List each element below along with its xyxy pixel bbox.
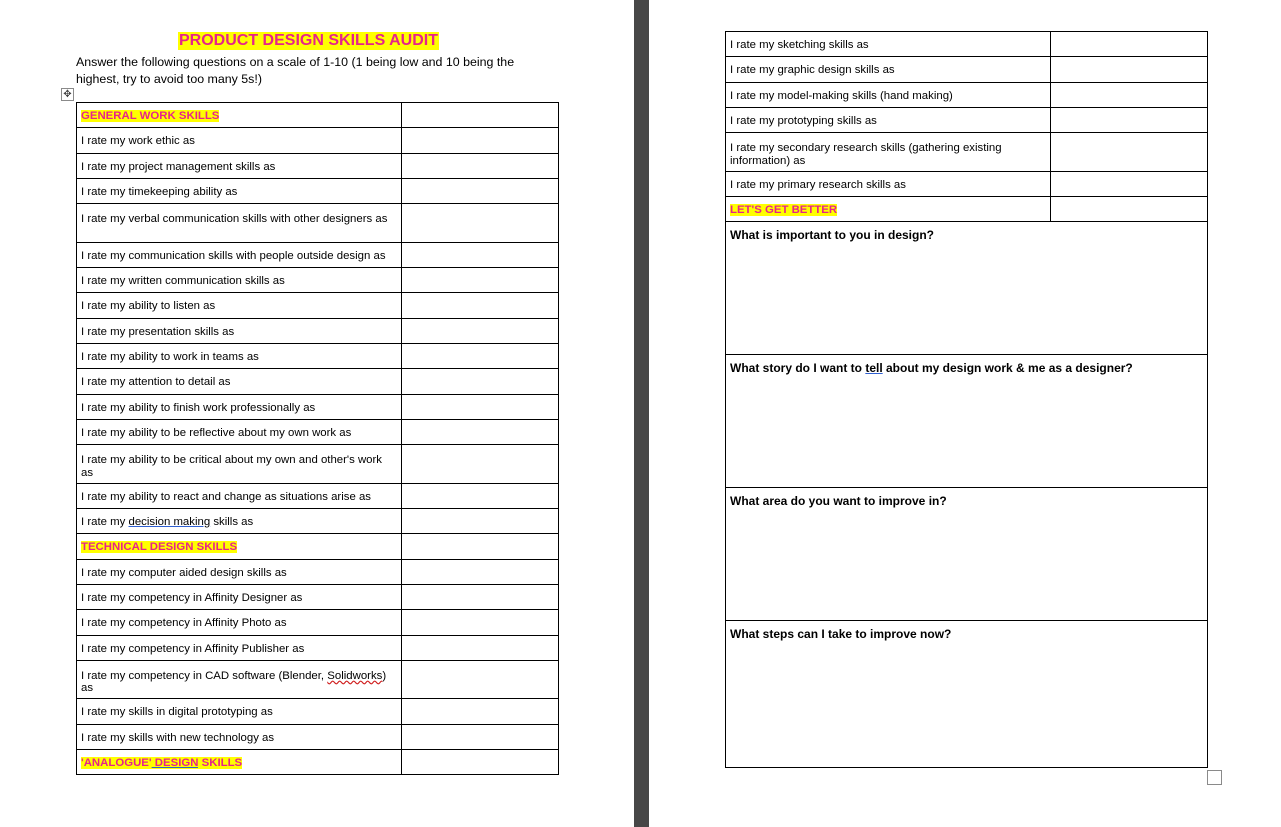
question-cell: I rate my ability to work in teams as: [77, 343, 402, 368]
question-text-prefix: I rate my: [81, 516, 129, 529]
score-cell[interactable]: [402, 394, 559, 419]
score-cell[interactable]: [402, 242, 559, 267]
question-text-underlined: Solidworks: [327, 669, 383, 682]
reflection-question-prefix: What area do you want to improve in?: [730, 494, 947, 509]
score-cell[interactable]: [402, 178, 559, 203]
score-cell[interactable]: [402, 724, 559, 749]
score-cell[interactable]: [402, 268, 559, 293]
score-cell[interactable]: [402, 584, 559, 609]
question-cell: I rate my competency in Affinity Publisher as: [77, 635, 402, 660]
reflection-question-suffix: about my design work & me as a designer?: [882, 361, 1133, 376]
section-heading-general: GENERAL WORK SKILLS: [81, 110, 220, 122]
question-cell: I rate my communication skills with people outside design as: [77, 242, 402, 267]
section-heading-cell: [77, 750, 402, 775]
reflection-question-prefix: What steps can I take to improve now?: [730, 627, 952, 642]
reflection-answer-box[interactable]: [726, 488, 1208, 621]
section-heading-cell: [77, 534, 402, 559]
question-cell: I rate my project management skills as: [77, 153, 402, 178]
question-cell: I rate my presentation skills as: [77, 318, 402, 343]
question-cell: [77, 509, 402, 534]
question-cell: I rate my ability to listen as: [77, 293, 402, 318]
question-cell: I rate my primary research skills as: [726, 171, 1051, 196]
table-resize-handle-icon[interactable]: [1207, 770, 1222, 785]
question-text-suffix: skills as: [210, 516, 254, 529]
question-cell: I rate my ability to be critical about my own and other's work as: [77, 445, 402, 484]
score-cell[interactable]: [402, 509, 559, 534]
score-cell[interactable]: [1051, 57, 1208, 82]
question-cell: I rate my ability to finish work professionally as: [77, 394, 402, 419]
question-cell: I rate my ability to be reflective about my own work as: [77, 419, 402, 444]
section-heading-analogue-prefix: 'ANALOGUE': [81, 757, 152, 770]
score-cell[interactable]: [402, 750, 559, 775]
section-heading-technical: TECHNICAL DESIGN SKILLS: [81, 541, 238, 554]
score-cell[interactable]: [402, 635, 559, 660]
section-heading-analogue-suffix: SKILLS: [198, 757, 243, 770]
score-cell[interactable]: [1051, 82, 1208, 107]
question-cell: I rate my model-making skills (hand making): [726, 82, 1051, 107]
reflection-answer-box[interactable]: [726, 222, 1208, 355]
score-cell[interactable]: [402, 128, 559, 153]
question-cell: I rate my ability to react and change as situations arise as: [77, 483, 402, 508]
score-cell[interactable]: [1051, 107, 1208, 132]
question-cell: I rate my skills in digital prototyping as: [77, 699, 402, 724]
reflection-question-prefix: What story do I want to: [730, 361, 866, 376]
score-cell[interactable]: [1051, 197, 1208, 222]
question-cell: I rate my timekeeping ability as: [77, 178, 402, 203]
question-cell: I rate my work ethic as: [77, 128, 402, 153]
score-cell[interactable]: [402, 153, 559, 178]
document-title: PRODUCT DESIGN SKILLS AUDIT: [179, 32, 438, 49]
score-cell[interactable]: [402, 103, 559, 128]
question-cell: I rate my prototyping skills as: [726, 107, 1051, 132]
section-heading-cell: [77, 103, 402, 128]
section-heading-cell: [726, 197, 1051, 222]
section-heading-better: LET'S GET BETTER: [730, 204, 838, 217]
score-cell[interactable]: [402, 610, 559, 635]
section-heading-analogue-underlined: DESIGN: [151, 757, 199, 770]
question-cell: I rate my competency in Affinity Photo as: [77, 610, 402, 635]
score-cell[interactable]: [402, 293, 559, 318]
question-cell: I rate my computer aided design skills as: [77, 559, 402, 584]
intro-text: Answer the following questions on a scale of 1-10 (1 being low and 10 being the highest, try to avoid too many 5s!): [76, 55, 515, 86]
question-cell: I rate my sketching skills as: [726, 32, 1051, 57]
question-cell: [77, 660, 402, 699]
question-cell: I rate my competency in Affinity Designer as: [77, 584, 402, 609]
question-cell: I rate my written communication skills as: [77, 268, 402, 293]
score-cell[interactable]: [1051, 133, 1208, 172]
reflection-question-prefix: What is important to you in design?: [730, 228, 934, 243]
question-cell: I rate my skills with new technology as: [77, 724, 402, 749]
score-cell[interactable]: [402, 699, 559, 724]
question-text-prefix: I rate my competency in CAD software (Blender,: [81, 669, 328, 682]
reflection-answer-box[interactable]: [726, 355, 1208, 488]
score-cell[interactable]: [402, 204, 559, 243]
score-cell[interactable]: [402, 483, 559, 508]
score-cell[interactable]: [402, 318, 559, 343]
score-cell[interactable]: [402, 419, 559, 444]
score-cell[interactable]: [402, 559, 559, 584]
page-gutter: [634, 0, 649, 827]
question-cell: I rate my graphic design skills as: [726, 57, 1051, 82]
question-text-suffix: ) as: [81, 669, 387, 695]
question-cell: I rate my attention to detail as: [77, 369, 402, 394]
score-cell[interactable]: [1051, 32, 1208, 57]
left-audit-table: [76, 102, 559, 775]
score-cell[interactable]: [402, 445, 559, 484]
score-cell[interactable]: [1051, 171, 1208, 196]
score-cell[interactable]: [402, 534, 559, 559]
question-cell: I rate my secondary research skills (gathering existing information) as: [726, 133, 1051, 172]
right-audit-table: [725, 31, 1208, 768]
reflection-question-underlined: tell: [865, 361, 883, 376]
table-move-handle-icon[interactable]: ✥: [61, 88, 74, 101]
question-cell: I rate my verbal communication skills with other designers as: [77, 204, 402, 243]
reflection-answer-box[interactable]: [726, 621, 1208, 768]
question-text-underlined: decision making: [128, 516, 211, 529]
score-cell[interactable]: [402, 660, 559, 699]
score-cell[interactable]: [402, 369, 559, 394]
score-cell[interactable]: [402, 343, 559, 368]
